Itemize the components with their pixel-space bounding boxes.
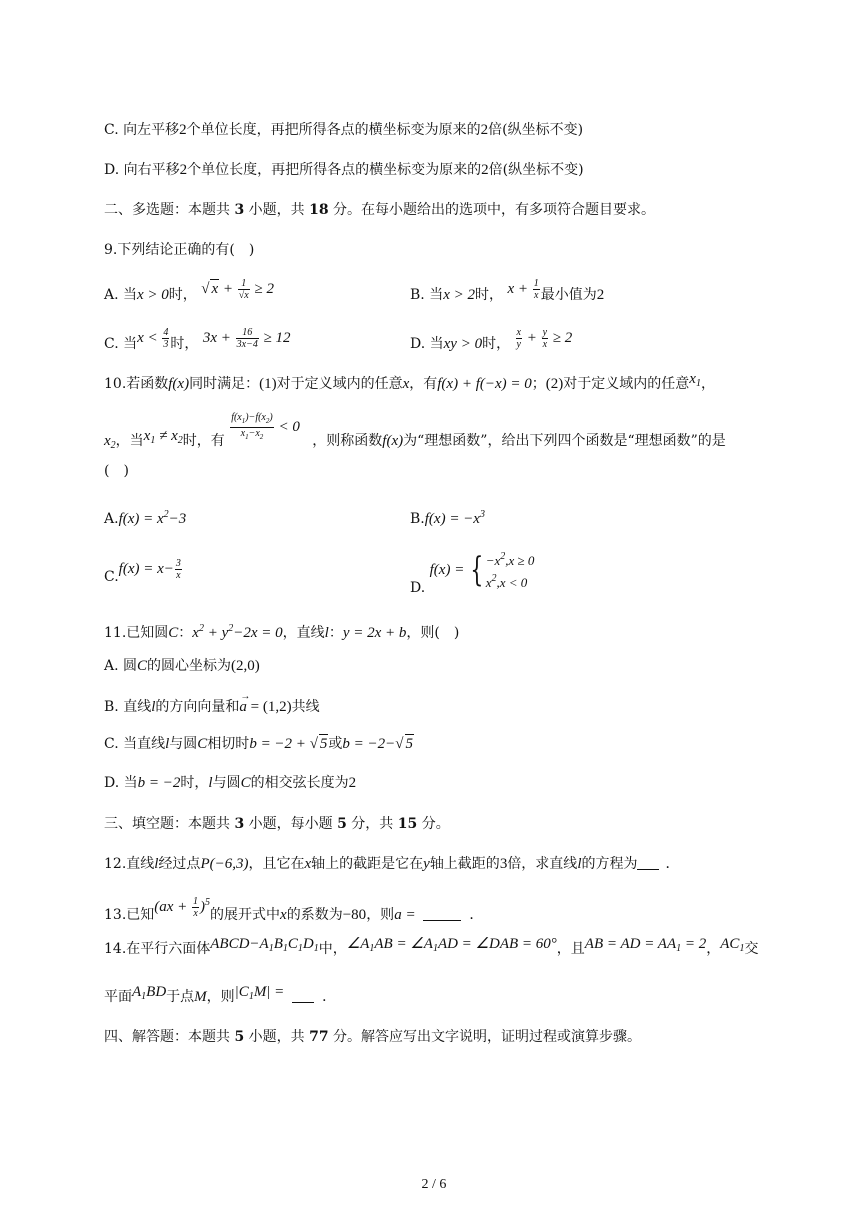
q9-option-b: B. 当x > 2时， x + $\frac{1}{x}$ 最小值为2 — [410, 278, 605, 303]
q10-answer-bracket: ( ) — [104, 463, 129, 479]
q9-option-d: D. 当xy > 0时， $\frac{x}{y}$ + $\frac{y}{x}$ ≥ 2 — [410, 327, 573, 352]
q10-stem-line2: $x_2$，当$x_1 \ne x_2$时，有 $\frac{f(x_1)-f(x_2)}{x_1-x_2}$ < 0 ，则称函数f(x)为“理想函数”，给出下列四个函数是“理想函数”的是 — [104, 412, 726, 451]
q8-option-c: C. 向左平移2个单位长度，再把所得各点的横坐标变为原来的2倍(纵坐标不变) — [104, 122, 584, 138]
q10-option-c: C.f(x) = x− $\frac{3}{x}$ — [104, 558, 181, 585]
q9-option-c: C. 当x < $\frac{4}{3}$ 时， 3x + $\frac{16}{3x-4}$ ≥ 12 — [104, 327, 291, 352]
section4-heading: 四、解答题：本题共 5 小题，共 77 分。解答应写出文字说明，证明过程或演算步骤。 — [104, 1029, 642, 1045]
q14-stem-line1: 14.在平行六面体$ABCD-A_1B_1C_1D_1$中，$\angle A_1AB$ = $\angle A_1AD$ = ∠DAB = 60°，且AB = AD = $AA_1 = 2$，$AC_1$交 — [104, 936, 759, 957]
q13-answer-blank[interactable] — [423, 906, 461, 921]
q10-option-d: D. f(x) = { $-x^2,x \ge 0$ $x^2,x < 0$ — [410, 550, 535, 596]
q10-stem-line1: 10.若函数f(x)同时满足：(1)对于定义域内的任意x，有f(x) + f(−x) = 0；(2)对于定义域内的任意$x_1$， — [104, 371, 715, 392]
q11-stem: 11.已知圆C：$x^2 + y^2-2x = 0$，直线l：y = 2x + b，则( ) — [104, 623, 460, 641]
q10-option-a: $A.f(x) = x^2-3$ — [104, 509, 187, 527]
q13-stem: 13.已知(ax + $\frac{1}{x}$ )$^5$的展开式中x的系数为−80，则a = ． — [104, 896, 484, 923]
q12-answer-blank[interactable] — [637, 855, 659, 870]
section2-heading: 二、多选题：本题共 3 小题，共 18 分。在每小题给出的选项中，有多项符合题目要求。 — [104, 202, 656, 218]
q11-option-c: C. 当直线l与圆C相切时b = −2 + √ 5或b = −2−√ 5 — [104, 736, 414, 752]
q9-option-a: A. 当x > 0时， √ x + $\frac{1}{√x}$ ≥ 2 — [104, 278, 274, 303]
q11-option-b: B. 直线l的方向向量和 → a = (1,2)共线 — [104, 691, 320, 715]
section3-heading: 三、填空题：本题共 3 小题，每小题 5 分，共 15 分。 — [104, 816, 450, 832]
q14-answer-blank[interactable] — [292, 988, 314, 1003]
page-number: 2 / 6 — [421, 1177, 447, 1192]
q11-option-a: A. 圆C的圆心坐标为(2,0) — [104, 658, 260, 674]
q11-option-d: D. 当b = −2时，l与圆C的相交弦长度为2 — [104, 775, 357, 791]
q9-stem: 9.下列结论正确的有( ) — [104, 242, 255, 258]
q14-stem-line2: 平面$A_1BD$于点M，则$|C_1M|$ = ． — [104, 984, 337, 1005]
q8-option-d: D. 向右平移2个单位长度，再把所得各点的横坐标变为原来的2倍(纵坐标不变) — [104, 162, 584, 178]
q12-stem: 12.直线l经过点P(−6,3)，且它在x轴上的截距是它在y轴上截距的3倍，求直线l的方程为 ． — [104, 856, 680, 872]
q10-option-b: $B.f(x) = -x^3$ — [410, 509, 485, 527]
